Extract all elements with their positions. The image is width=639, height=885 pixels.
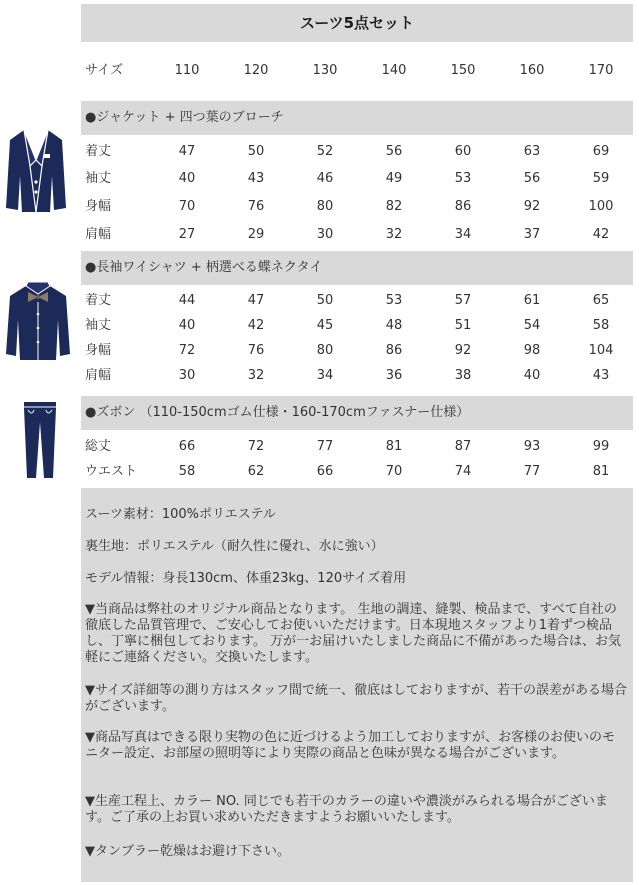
table-cell: 34 (454, 227, 472, 242)
table-cell: 57 (454, 293, 472, 308)
row-label: 肩幅 (85, 227, 112, 242)
table-cell: 51 (454, 318, 472, 333)
row-label: 袖丈 (85, 318, 112, 333)
row-label: 総丈 (85, 439, 112, 454)
table-cell: 81 (385, 439, 403, 454)
table-cell: 66 (178, 439, 196, 454)
table-cell: 42 (592, 227, 610, 242)
table-cell: 72 (178, 343, 196, 358)
table-cell: 48 (385, 318, 403, 333)
table-cell: 66 (316, 464, 334, 479)
table-cell: 50 (247, 144, 265, 159)
table-cell: 53 (454, 171, 472, 186)
table-row (81, 222, 633, 248)
row-label: 袖丈 (85, 171, 112, 186)
table-cell: 69 (592, 144, 610, 159)
trousers-section-title: ●ズボン （110-150cmゴム仕様・160-170cmファスナー仕様） (85, 405, 470, 420)
table-cell: 32 (385, 227, 403, 242)
table-cell: 61 (523, 293, 541, 308)
size-cell: 150 (450, 63, 476, 78)
table-cell: 40 (178, 171, 196, 186)
table-cell: 36 (385, 368, 403, 383)
table-cell: 30 (178, 368, 196, 383)
table-cell: 54 (523, 318, 541, 333)
quality-note: ▼当商品は弊社のオリジナル商品となります。 生地の調達、縫製、検品まで、すべて自社の徹底した品質管理で、ご安心してお使いいただけます。日本現地スタッフより1着ずつ検品し、丁寧に梱包しております。 万が一お届けいたしました商品に不備があった場合は、お気軽にご連絡ください。交換いたします。 (85, 602, 621, 665)
table-cell: 92 (454, 343, 472, 358)
table-cell: 87 (454, 439, 472, 454)
table-cell: 30 (316, 227, 334, 242)
table-cell: 47 (178, 144, 196, 159)
material-note: スーツ素材：100%ポリエステル (85, 507, 276, 522)
table-cell: 56 (385, 144, 403, 159)
page-title: スーツ5点セット (81, 4, 633, 42)
size-cell: 170 (588, 63, 614, 78)
jacket-section-title: ●ジャケット + 四つ葉のブローチ (85, 110, 284, 125)
table-cell: 99 (592, 439, 610, 454)
size-cell: 120 (243, 63, 269, 78)
table-cell: 32 (247, 368, 265, 383)
table-cell: 98 (523, 343, 541, 358)
table-cell: 58 (592, 318, 610, 333)
table-cell: 46 (316, 171, 334, 186)
table-cell: 93 (523, 439, 541, 454)
row-label: 身幅 (85, 343, 112, 358)
table-row (81, 166, 633, 192)
table-cell: 44 (178, 293, 196, 308)
table-cell: 72 (247, 439, 265, 454)
table-row (81, 313, 633, 339)
table-cell: 40 (523, 368, 541, 383)
table-cell: 77 (523, 464, 541, 479)
size-cell: 130 (312, 63, 338, 78)
table-cell: 80 (316, 199, 334, 214)
table-cell: 38 (454, 368, 472, 383)
color-note: ▼商品写真はできる限り実物の色に近づけるよう加工しておりますが、お客様のお使いのモニター設定、お部屋の照明等により実際の商品と色味が異なる場合がございます。 (85, 730, 615, 761)
table-cell: 42 (247, 318, 265, 333)
table-cell: 49 (385, 171, 403, 186)
table-cell: 58 (178, 464, 196, 479)
lining-note: 裏生地：ポリエステル（耐久性に優れ、水に強い） (85, 539, 384, 554)
table-cell: 56 (523, 171, 541, 186)
row-label: 身幅 (85, 199, 112, 214)
table-cell: 45 (316, 318, 334, 333)
table-cell: 34 (316, 368, 334, 383)
table-cell: 65 (592, 293, 610, 308)
table-cell: 74 (454, 464, 472, 479)
product-notes (81, 488, 633, 882)
table-row (81, 288, 633, 314)
table-cell: 86 (454, 199, 472, 214)
table-cell: 104 (588, 343, 614, 358)
trousers-section-header (81, 396, 633, 430)
dryer-note: ▼タンブラー乾燥はお避け下さい。 (85, 844, 290, 859)
table-cell: 92 (523, 199, 541, 214)
jacket-icon (4, 126, 68, 216)
row-label: 着丈 (85, 293, 112, 308)
table-cell: 82 (385, 199, 403, 214)
model-note: モデル情報：身長130cm、体重23kg、120サイズ着用 (85, 571, 407, 586)
table-row (81, 434, 633, 460)
row-label: ウエスト (85, 464, 138, 479)
table-cell: 50 (316, 293, 334, 308)
table-cell: 62 (247, 464, 265, 479)
size-row (81, 58, 633, 84)
table-cell: 37 (523, 227, 541, 242)
trousers-icon (20, 398, 60, 480)
table-cell: 80 (316, 343, 334, 358)
table-row (81, 139, 633, 165)
size-measure-note: ▼サイズ詳細等の測り方はスタッフ間で統一、徹底はしておりますが、若干の誤差がある場合がございます。 (85, 683, 627, 714)
shirt-bowtie-icon (4, 280, 72, 362)
table-row (81, 459, 633, 485)
table-cell: 100 (588, 199, 614, 214)
table-cell: 77 (316, 439, 334, 454)
jacket-section-header (81, 101, 633, 135)
table-cell: 29 (247, 227, 265, 242)
shirt-section-title: ●長袖ワイシャツ + 柄選べる蝶ネクタイ (85, 260, 323, 275)
table-cell: 52 (316, 144, 334, 159)
size-label: サイズ (85, 63, 123, 78)
table-cell: 76 (247, 199, 265, 214)
table-cell: 43 (247, 171, 265, 186)
table-cell: 81 (592, 464, 610, 479)
row-label: 着丈 (85, 144, 112, 159)
table-row (81, 363, 633, 389)
table-cell: 27 (178, 227, 196, 242)
table-cell: 60 (454, 144, 472, 159)
table-cell: 47 (247, 293, 265, 308)
table-cell: 53 (385, 293, 403, 308)
table-cell: 70 (178, 199, 196, 214)
table-cell: 70 (385, 464, 403, 479)
size-cell: 110 (174, 63, 200, 78)
table-cell: 76 (247, 343, 265, 358)
size-cell: 160 (519, 63, 545, 78)
production-note: ▼生産工程上、カラー NO. 同じでも若干のカラーの違いや濃淡がみられる場合がございます。ご了承の上お買い求めいただきますようお願いいたします。 (85, 794, 608, 825)
table-row (81, 338, 633, 364)
table-cell: 59 (592, 171, 610, 186)
table-row (81, 194, 633, 220)
table-cell: 86 (385, 343, 403, 358)
table-cell: 40 (178, 318, 196, 333)
row-label: 肩幅 (85, 368, 112, 383)
shirt-section-header (81, 251, 633, 285)
table-cell: 43 (592, 368, 610, 383)
table-cell: 63 (523, 144, 541, 159)
size-cell: 140 (381, 63, 407, 78)
